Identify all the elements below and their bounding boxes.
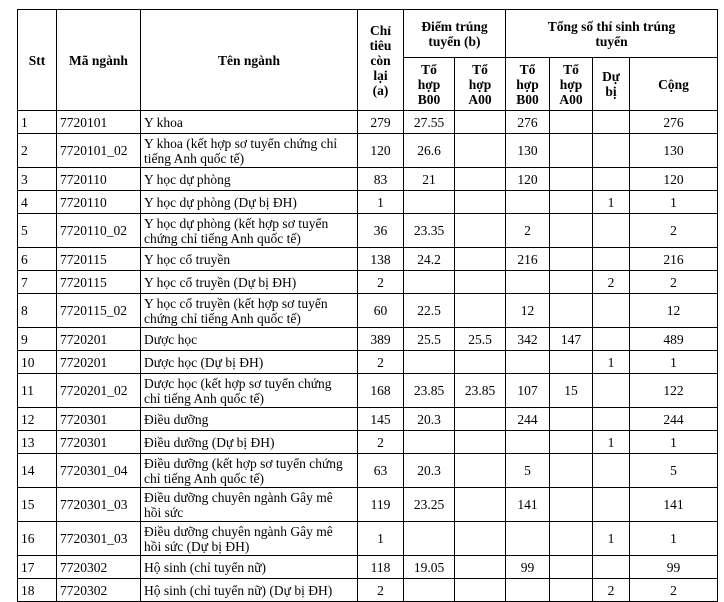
table-row: [18, 191, 718, 214]
cell-du-bi: [593, 134, 630, 168]
cell-diem-a00: [455, 408, 506, 431]
table-body: [18, 111, 718, 602]
ten-nganh-line1: Hộ sinh (chỉ tuyển nữ): [144, 559, 267, 575]
cell-chi-tieu: 63: [358, 454, 404, 488]
cell-diem-a00: [455, 111, 506, 134]
cell-chi-tieu: 60: [358, 294, 404, 328]
cell-tong-a00: 15: [550, 374, 593, 408]
header-ten-nganh: Tên ngành: [141, 10, 358, 111]
cell-ten-nganh: [141, 168, 358, 191]
cell-tong-b00: 276: [506, 111, 550, 134]
cell-cong: 244: [630, 408, 718, 431]
cell-du-bi: 2: [593, 579, 630, 602]
cell-tong-a00: [550, 214, 593, 248]
table-row: [18, 248, 718, 271]
cell-du-bi: [593, 374, 630, 408]
cell-stt: 16: [18, 522, 57, 556]
cell-diem-b00: 19.05: [404, 556, 455, 579]
table-row: [18, 271, 718, 294]
cell-tong-a00: [550, 408, 593, 431]
ten-nganh-line1: Điều dưỡng chuyên ngành Gây mê: [144, 523, 333, 539]
cell-diem-a00: [455, 248, 506, 271]
cell-chi-tieu: 2: [358, 579, 404, 602]
cell-diem-b00: 24.2: [404, 248, 455, 271]
cell-tong-a00: [550, 431, 593, 454]
cell-stt: 10: [18, 351, 57, 374]
ten-nganh-line2: chứng chỉ tiếng Anh quốc tế): [144, 310, 301, 326]
cell-diem-a00: [455, 134, 506, 168]
cell-diem-b00: [404, 351, 455, 374]
ten-nganh-line2: chứng chỉ tiếng Anh quốc tế): [144, 230, 301, 246]
cell-tong-b00: 120: [506, 168, 550, 191]
ten-nganh-line2: chỉ tiếng Anh quốc tế): [144, 470, 264, 486]
cell-tong-b00: 107: [506, 374, 550, 408]
ten-nganh-line1: Y học cổ truyền (Dự bị ĐH): [144, 274, 297, 290]
cell-du-bi: [593, 488, 630, 522]
cell-diem-a00: [455, 168, 506, 191]
cell-diem-a00: [455, 191, 506, 214]
cell-tong-b00: [506, 191, 550, 214]
cell-stt: 13: [18, 431, 57, 454]
cell-stt: 1: [18, 111, 57, 134]
cell-ma-nganh: 7720101_02: [57, 134, 141, 168]
header-diem-a00: Tổ hợp A00: [455, 58, 506, 111]
cell-ten-nganh: [141, 351, 358, 374]
cell-du-bi: [593, 168, 630, 191]
cell-tong-b00: 12: [506, 294, 550, 328]
ten-nganh-line1: Y học cổ truyền (kết hợp sơ tuyển: [144, 295, 328, 311]
cell-diem-b00: 23.25: [404, 488, 455, 522]
cell-ma-nganh: 7720201_02: [57, 374, 141, 408]
cell-tong-a00: 147: [550, 328, 593, 351]
ten-nganh-line1: Y khoa (kết hợp sơ tuyển chứng chỉ: [144, 135, 338, 151]
cell-ma-nganh: 7720301: [57, 408, 141, 431]
cell-diem-b00: 27.55: [404, 111, 455, 134]
header-stt: Stt: [18, 10, 57, 111]
admission-table-container: [17, 9, 717, 602]
table-row: [18, 328, 718, 351]
header-tong-a00: Tổ hợp A00: [550, 58, 593, 111]
cell-diem-b00: 20.3: [404, 408, 455, 431]
cell-ten-nganh: [141, 374, 358, 408]
cell-tong-b00: 5: [506, 454, 550, 488]
cell-tong-a00: [550, 134, 593, 168]
cell-tong-b00: 141: [506, 488, 550, 522]
cell-ten-nganh: [141, 271, 358, 294]
cell-tong-b00: 130: [506, 134, 550, 168]
table-row: [18, 351, 718, 374]
cell-diem-b00: 23.85: [404, 374, 455, 408]
cell-diem-a00: [455, 488, 506, 522]
ten-nganh-line1: Điều dưỡng chuyên ngành Gây mê: [144, 489, 333, 505]
cell-stt: 18: [18, 579, 57, 602]
cell-ten-nganh: [141, 214, 358, 248]
cell-diem-a00: [455, 271, 506, 294]
cell-cong: 141: [630, 488, 718, 522]
ten-nganh-line1: Y học dự phòng (Dự bị ĐH): [144, 194, 297, 210]
cell-ten-nganh: [141, 328, 358, 351]
ten-nganh-line2: hồi sức (Dự bị ĐH): [144, 538, 250, 554]
header-diem-line2: tuyển (b): [428, 33, 481, 49]
ten-nganh-line1: Điều dưỡng: [144, 411, 209, 427]
header-diem-line1: Điểm trúng: [421, 18, 488, 34]
cell-du-bi: 1: [593, 191, 630, 214]
cell-stt: 15: [18, 488, 57, 522]
cell-ma-nganh: 7720301_03: [57, 488, 141, 522]
cell-tong-b00: [506, 351, 550, 374]
cell-ma-nganh: 7720115_02: [57, 294, 141, 328]
cell-tong-a00: [550, 488, 593, 522]
cell-diem-a00: [455, 522, 506, 556]
cell-stt: 9: [18, 328, 57, 351]
cell-stt: 7: [18, 271, 57, 294]
cell-tong-b00: 216: [506, 248, 550, 271]
cell-diem-a00: [455, 579, 506, 602]
header-tong-b00: Tổ hợp B00: [506, 58, 550, 111]
cell-stt: 2: [18, 134, 57, 168]
cell-cong: 276: [630, 111, 718, 134]
cell-cong: 1: [630, 431, 718, 454]
cell-stt: 11: [18, 374, 57, 408]
cell-tong-b00: [506, 579, 550, 602]
cell-tong-a00: [550, 111, 593, 134]
cell-cong: 122: [630, 374, 718, 408]
cell-chi-tieu: 2: [358, 271, 404, 294]
cell-stt: 4: [18, 191, 57, 214]
cell-tong-a00: [550, 579, 593, 602]
cell-tong-a00: [550, 522, 593, 556]
cell-tong-b00: 244: [506, 408, 550, 431]
cell-tong-b00: 99: [506, 556, 550, 579]
cell-ten-nganh: [141, 294, 358, 328]
cell-diem-b00: 22.5: [404, 294, 455, 328]
ten-nganh-line1: Y học dự phòng: [144, 171, 231, 187]
cell-stt: 17: [18, 556, 57, 579]
header-chi-tieu-line4: lại: [373, 67, 388, 83]
ten-nganh-line2: tiếng Anh quốc tế): [144, 150, 245, 166]
cell-stt: 8: [18, 294, 57, 328]
cell-cong: 120: [630, 168, 718, 191]
cell-stt: 12: [18, 408, 57, 431]
cell-diem-b00: [404, 579, 455, 602]
ten-nganh-line2: hồi sức: [144, 504, 184, 520]
cell-tong-a00: [550, 556, 593, 579]
cell-tong-a00: [550, 191, 593, 214]
cell-ma-nganh: 7720201: [57, 351, 141, 374]
table-row: [18, 134, 718, 168]
cell-diem-a00: [455, 214, 506, 248]
table-row: [18, 214, 718, 248]
header-cong: Cộng: [630, 58, 718, 111]
cell-tong-b00: [506, 522, 550, 556]
cell-diem-b00: 20.3: [404, 454, 455, 488]
cell-chi-tieu: 1: [358, 522, 404, 556]
cell-cong: 1: [630, 522, 718, 556]
cell-ma-nganh: 7720301_04: [57, 454, 141, 488]
header-chi-tieu-line3: còn: [370, 52, 391, 68]
cell-chi-tieu: 168: [358, 374, 404, 408]
cell-diem-a00: [455, 556, 506, 579]
header-diem-b00: Tổ hợp B00: [404, 58, 455, 111]
cell-chi-tieu: 120: [358, 134, 404, 168]
cell-cong: 130: [630, 134, 718, 168]
cell-diem-a00: [455, 351, 506, 374]
cell-ten-nganh: [141, 522, 358, 556]
cell-ten-nganh: [141, 111, 358, 134]
cell-ma-nganh: 7720201: [57, 328, 141, 351]
cell-cong: 489: [630, 328, 718, 351]
cell-du-bi: [593, 294, 630, 328]
cell-du-bi: [593, 454, 630, 488]
cell-chi-tieu: 2: [358, 351, 404, 374]
cell-du-bi: 1: [593, 351, 630, 374]
cell-chi-tieu: 83: [358, 168, 404, 191]
cell-ten-nganh: [141, 556, 358, 579]
table-row: [18, 294, 718, 328]
table-row: [18, 431, 718, 454]
cell-diem-a00: 23.85: [455, 374, 506, 408]
cell-tong-a00: [550, 351, 593, 374]
cell-diem-b00: 26.6: [404, 134, 455, 168]
cell-cong: 1: [630, 191, 718, 214]
ten-nganh-line2: chỉ tiếng Anh quốc tế): [144, 390, 264, 406]
table-row: [18, 454, 718, 488]
cell-chi-tieu: 145: [358, 408, 404, 431]
cell-ma-nganh: 7720302: [57, 556, 141, 579]
ten-nganh-line1: Điều dưỡng (Dự bị ĐH): [144, 434, 275, 450]
cell-diem-b00: 23.35: [404, 214, 455, 248]
ten-nganh-line1: Y khoa: [144, 114, 183, 130]
cell-ten-nganh: [141, 134, 358, 168]
header-chi-tieu: [358, 10, 404, 111]
cell-cong: 216: [630, 248, 718, 271]
ten-nganh-line1: Y học cổ truyền: [144, 251, 231, 267]
header-tong-line2: tuyển: [595, 33, 628, 49]
ten-nganh-line1: Y học dự phòng (kết hợp sơ tuyển: [144, 215, 329, 231]
header-tong-line1: Tổng số thí sinh trúng: [547, 18, 676, 34]
header-ma-nganh: Mã ngành: [57, 10, 141, 111]
cell-ma-nganh: 7720115: [57, 248, 141, 271]
cell-cong: 2: [630, 271, 718, 294]
cell-ma-nganh: 7720302: [57, 579, 141, 602]
cell-stt: 5: [18, 214, 57, 248]
admission-results-table: [17, 9, 718, 602]
ten-nganh-line1: Dược học (Dự bị ĐH): [144, 354, 264, 370]
cell-chi-tieu: 2: [358, 431, 404, 454]
cell-diem-b00: [404, 522, 455, 556]
cell-cong: 2: [630, 579, 718, 602]
cell-du-bi: 2: [593, 271, 630, 294]
cell-du-bi: 1: [593, 522, 630, 556]
cell-du-bi: [593, 328, 630, 351]
table-row: [18, 111, 718, 134]
cell-diem-b00: [404, 191, 455, 214]
header-diem-trung-tuyen: [404, 10, 506, 58]
cell-ten-nganh: [141, 191, 358, 214]
cell-ten-nganh: [141, 488, 358, 522]
header-chi-tieu-line1: Chỉ: [369, 22, 391, 38]
cell-chi-tieu: 279: [358, 111, 404, 134]
cell-cong: 12: [630, 294, 718, 328]
cell-diem-a00: [455, 294, 506, 328]
cell-diem-b00: [404, 271, 455, 294]
cell-diem-a00: 25.5: [455, 328, 506, 351]
cell-tong-b00: 2: [506, 214, 550, 248]
cell-tong-b00: [506, 271, 550, 294]
cell-tong-a00: [550, 294, 593, 328]
cell-ma-nganh: 7720301: [57, 431, 141, 454]
cell-ma-nganh: 7720110_02: [57, 214, 141, 248]
cell-chi-tieu: 1: [358, 191, 404, 214]
cell-stt: 6: [18, 248, 57, 271]
cell-chi-tieu: 389: [358, 328, 404, 351]
header-chi-tieu-line5: (a): [372, 82, 389, 98]
cell-tong-a00: [550, 168, 593, 191]
cell-diem-b00: 21: [404, 168, 455, 191]
cell-cong: 5: [630, 454, 718, 488]
cell-cong: 2: [630, 214, 718, 248]
cell-tong-a00: [550, 454, 593, 488]
table-header: [18, 10, 718, 111]
cell-du-bi: [593, 408, 630, 431]
cell-ten-nganh: [141, 248, 358, 271]
cell-diem-a00: [455, 454, 506, 488]
cell-ma-nganh: 7720110: [57, 191, 141, 214]
cell-cong: 99: [630, 556, 718, 579]
cell-chi-tieu: 118: [358, 556, 404, 579]
cell-du-bi: [593, 111, 630, 134]
cell-du-bi: [593, 248, 630, 271]
cell-ten-nganh: [141, 454, 358, 488]
cell-chi-tieu: 119: [358, 488, 404, 522]
table-row: [18, 374, 718, 408]
cell-chi-tieu: 36: [358, 214, 404, 248]
ten-nganh-line1: Điều dưỡng (kết hợp sơ tuyển chứng: [144, 455, 343, 471]
cell-ma-nganh: 7720110: [57, 168, 141, 191]
cell-du-bi: 1: [593, 431, 630, 454]
table-row: [18, 408, 718, 431]
cell-ten-nganh: [141, 579, 358, 602]
cell-ma-nganh: 7720115: [57, 271, 141, 294]
cell-tong-a00: [550, 248, 593, 271]
ten-nganh-line1: Dược học (kết hợp sơ tuyển chứng: [144, 375, 332, 391]
cell-ten-nganh: [141, 431, 358, 454]
cell-stt: 14: [18, 454, 57, 488]
cell-chi-tieu: 138: [358, 248, 404, 271]
table-row: [18, 488, 718, 522]
table-row: [18, 579, 718, 602]
header-chi-tieu-line2: tiêu: [369, 37, 392, 53]
table-row: [18, 168, 718, 191]
cell-du-bi: [593, 556, 630, 579]
header-du-bi: Dự bị: [593, 58, 630, 111]
cell-ma-nganh: 7720101: [57, 111, 141, 134]
cell-stt: 3: [18, 168, 57, 191]
cell-diem-b00: [404, 431, 455, 454]
cell-diem-b00: 25.5: [404, 328, 455, 351]
header-tong-so: [506, 10, 718, 58]
cell-ten-nganh: [141, 408, 358, 431]
cell-tong-b00: [506, 431, 550, 454]
ten-nganh-line1: Hộ sinh (chỉ tuyển nữ) (Dự bị ĐH): [144, 582, 333, 598]
cell-tong-a00: [550, 271, 593, 294]
cell-tong-b00: 342: [506, 328, 550, 351]
cell-cong: 1: [630, 351, 718, 374]
cell-ma-nganh: 7720301_03: [57, 522, 141, 556]
ten-nganh-line1: Dược học: [144, 331, 198, 347]
table-row: [18, 522, 718, 556]
cell-du-bi: [593, 214, 630, 248]
table-row: [18, 556, 718, 579]
cell-diem-a00: [455, 431, 506, 454]
